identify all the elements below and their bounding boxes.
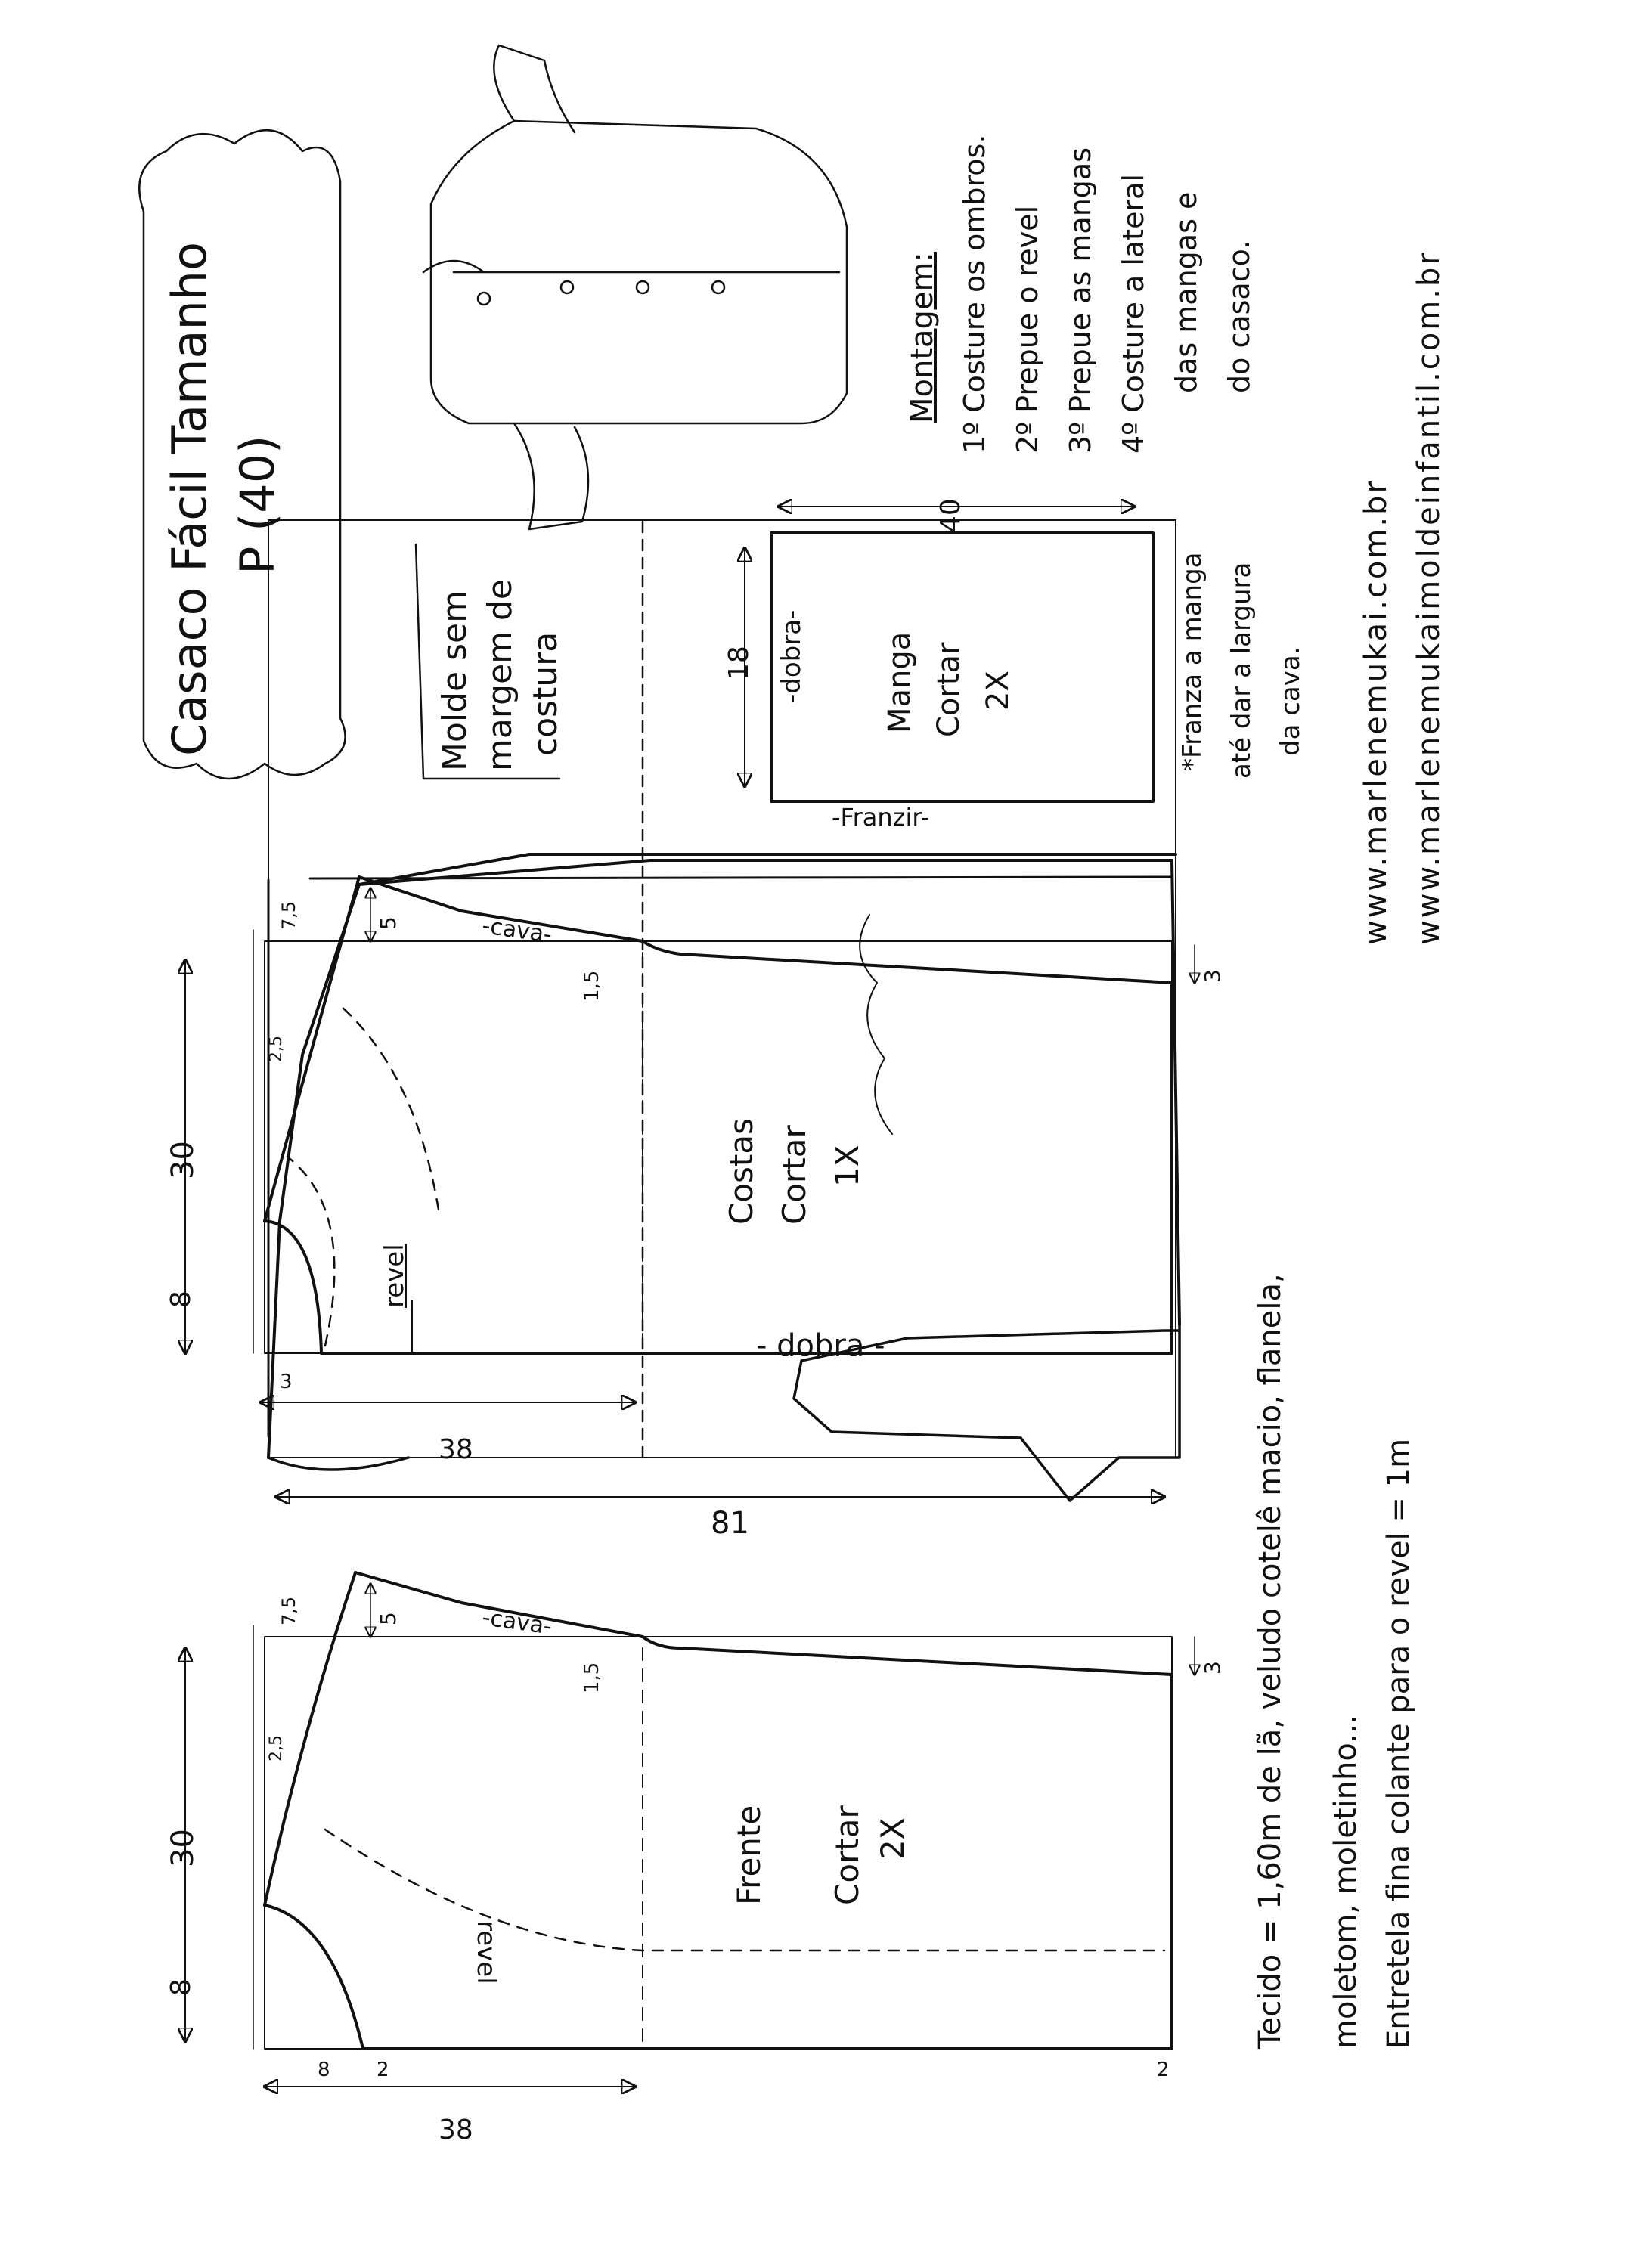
front-edge-2a: 2	[377, 2059, 389, 2081]
website-2: www.marlenemukaimoldeinfantil.com.br	[1412, 250, 1446, 945]
note-no-margin-1: Molde sem	[435, 590, 474, 771]
note-no-margin-2: margem de	[481, 579, 519, 771]
back-length: 30	[166, 1141, 200, 1179]
montagem-step-5: das mangas e	[1170, 191, 1203, 393]
sleeve-height-label: 18	[724, 646, 755, 680]
back-qty: 1X	[829, 1145, 866, 1187]
front-cava: -cava-	[480, 1604, 554, 1641]
front-hem-off: 3	[1200, 1661, 1225, 1675]
sleeve-dobra: -dobra-	[776, 609, 807, 703]
back-name: Costas	[723, 1118, 760, 1225]
front-armhole-off: 1,5	[581, 1662, 603, 1693]
front-shoulder-drop: 7,5	[278, 1596, 299, 1625]
sleeve-cut: Cortar	[931, 642, 966, 737]
total-length: 81	[711, 1506, 749, 1541]
back-neck-width: 3	[280, 1371, 293, 1393]
montagem-step-4: 4º Costure a lateral	[1117, 174, 1150, 454]
back-width: 38	[439, 1434, 473, 1465]
back-cut: Cortar	[776, 1125, 813, 1225]
back-dobra: - dobra -	[756, 1328, 885, 1363]
sleeve-franzir: -Franzir-	[832, 803, 930, 832]
back-armhole-off: 1,5	[581, 970, 603, 1002]
sleeve-note-3: da cava.	[1275, 646, 1306, 756]
front-neck-width: 8	[318, 2059, 330, 2081]
back-shoulder-drop: 7,5	[278, 900, 299, 930]
montagem-step-6: do casaco.	[1223, 240, 1256, 393]
front-width: 38	[439, 2115, 473, 2146]
back-hem-off: 3	[1200, 969, 1225, 983]
fabric-line3: Entretela fina colante para o revel = 1m	[1381, 1438, 1416, 2049]
fabric-line2: moletom, moletinho...	[1328, 1714, 1363, 2049]
front-name: Frente	[730, 1805, 767, 1905]
back-shoulder-rise: 5	[376, 916, 401, 930]
front-revel: revel	[471, 1920, 501, 1984]
back-cava: -cava-	[480, 912, 554, 949]
sleeve-note-2: até dar a largura	[1226, 562, 1257, 779]
title-size	[230, 435, 285, 575]
sleeve-width-label: 40	[935, 498, 966, 533]
website-1: www.marlenemukai.com.br	[1359, 479, 1393, 945]
title-line1: Casaco Fácil Tamanho	[162, 241, 217, 756]
montagem-step-3: 3º Prepue as mangas	[1064, 147, 1097, 454]
front-qty: 2X	[874, 1817, 911, 1860]
back-revel: revel	[380, 1244, 410, 1308]
title	[162, 241, 217, 756]
sleeve-name: Manga	[882, 631, 917, 733]
front-edge-2b: 2	[1157, 2059, 1170, 2081]
back-mark: 2,5	[267, 1036, 286, 1062]
sleeve-qty: 2X	[981, 671, 1015, 711]
front-mark: 2,5	[267, 1735, 286, 1761]
front-length: 30	[166, 1829, 200, 1867]
fabric-line1: Tecido = 1,60m de lã, veludo cotelê macio, flanela,	[1253, 1273, 1288, 2049]
front-cut: Cortar	[829, 1805, 866, 1905]
title-line2: P (40)	[230, 435, 285, 575]
back-neck-depth: 8	[166, 1290, 197, 1308]
montagem-step-1: 1º Costure os ombros.	[958, 134, 991, 454]
montagem-step-2: 2º Prepue o revel	[1011, 205, 1044, 454]
note-no-margin-3: costura	[526, 631, 565, 756]
front-neck-depth: 8	[166, 1978, 197, 1996]
sleeve-note-1: *Franza a manga	[1177, 552, 1207, 771]
front-shoulder-rise: 5	[376, 1612, 401, 1625]
montagem-heading: Montagem:	[905, 252, 940, 423]
